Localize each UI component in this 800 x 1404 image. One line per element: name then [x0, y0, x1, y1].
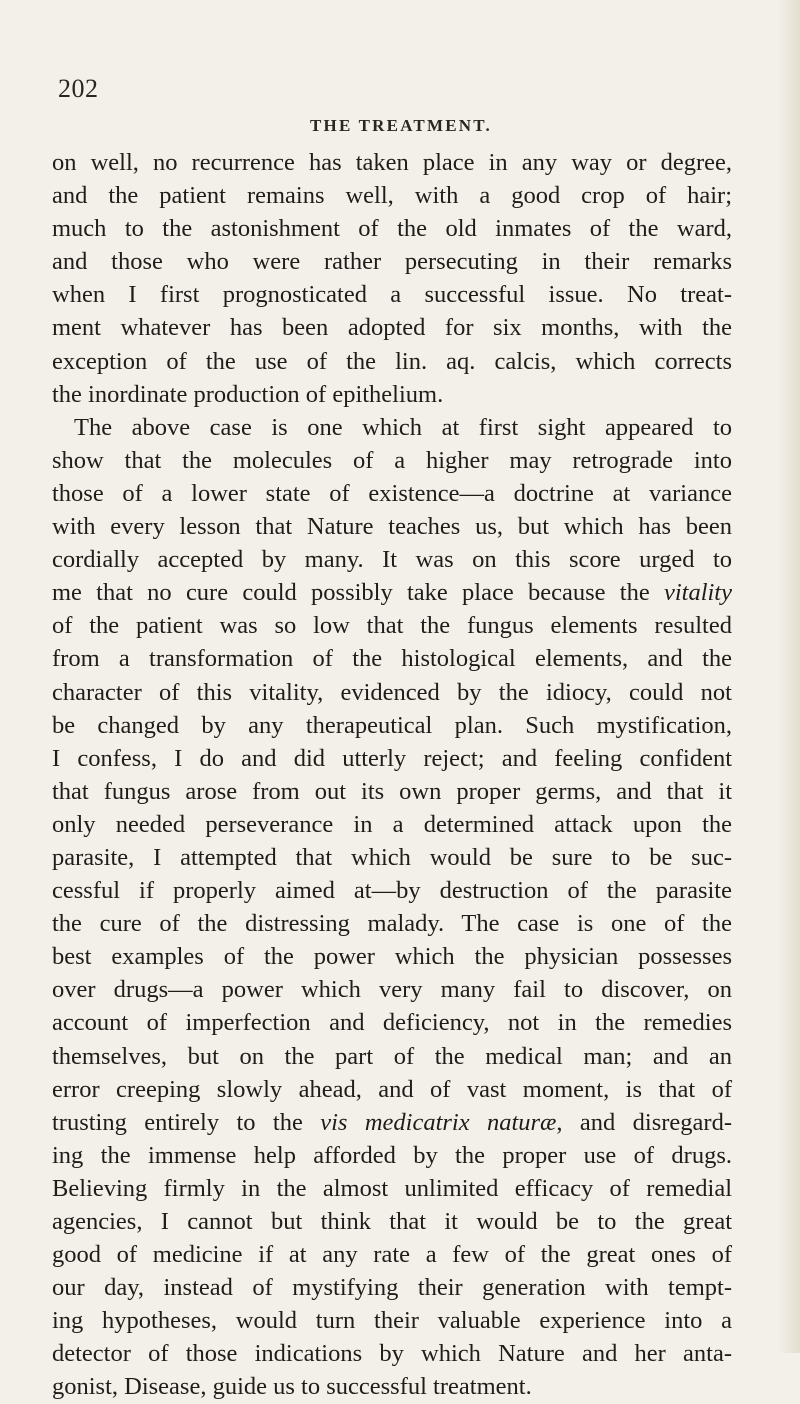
- text-line: themselves, but on the part of the medical man; and an: [52, 1042, 732, 1070]
- text-line: show that the molecules of a higher may retrograde into: [52, 446, 732, 474]
- italic-phrase: vis medicatrix naturæ: [320, 1108, 557, 1136]
- text-line: when I first prognosticated a successful issue. No treat-: [52, 281, 732, 309]
- text-line: the inordinate production of epithelium.: [52, 380, 444, 408]
- text-line: only needed perseverance in a determined attack upon the: [52, 810, 732, 838]
- text-line: ment whatever has been adopted for six months, with the: [52, 314, 732, 342]
- text-line: on well, no recurrence has taken place in any way or degree,: [52, 149, 732, 176]
- text-line: ing the immense help afforded by the proper use of drugs.: [52, 1141, 732, 1169]
- text-line: of the patient was so low that the fungus elements resulted: [52, 612, 732, 640]
- text-line: those of a lower state of existence—a doctrine at variance: [52, 479, 732, 507]
- text-line: gonist, Disease, guide us to successful treatment.: [52, 1373, 532, 1401]
- text-line: The above case is one which at first sight appeared to: [74, 413, 732, 441]
- text-line: the cure of the distressing malady. The case is one of the: [52, 910, 732, 938]
- text-line: best examples of the power which the physician possesses: [52, 943, 732, 971]
- text-line: good of medicine if at any rate a few of the great ones of: [52, 1241, 732, 1269]
- text-line: character of this vitality, evidenced by the idiocy, could not: [52, 678, 732, 706]
- page-number: 202: [58, 74, 99, 103]
- running-head: THE TREATMENT.: [310, 116, 492, 135]
- text-line: and those who were rather persecuting in their remarks: [52, 248, 732, 276]
- text-line: and the patient remains well, with a good crop of hair;: [52, 182, 732, 210]
- text-line: [52, 1106, 732, 1139]
- text-line: ing hypotheses, would turn their valuable experience into a: [52, 1307, 732, 1335]
- text-segment: me that no cure could possibly take place because the: [52, 579, 664, 607]
- text-segment: trusting entirely to the: [52, 1108, 321, 1136]
- text-line: Believing firmly in the almost unlimited efficacy of remedial: [52, 1174, 732, 1202]
- text-line: cessful if properly aimed at—by destruction of the parasite: [52, 877, 732, 905]
- body-text: [52, 146, 732, 1404]
- text-line: be changed by any therapeutical plan. Such mystification,: [52, 711, 732, 739]
- text-line: [52, 576, 732, 609]
- italic-phrase: vitality: [663, 579, 732, 607]
- text-line: that fungus arose from out its own proper germs, and that it: [52, 777, 732, 805]
- text-line: our day, instead of mystifying their generation with tempt-: [52, 1274, 732, 1302]
- text-line: with every lesson that Nature teaches us, but which has been: [52, 513, 732, 541]
- text-line: from a transformation of the histological elements, and the: [52, 645, 732, 673]
- text-line: account of imperfection and deficiency, not in the remedies: [52, 1009, 732, 1037]
- text-line: cordially accepted by many. It was on this score urged to: [52, 546, 732, 574]
- text-line: exception of the use of the lin. aq. calcis, which corrects: [52, 347, 732, 375]
- text-line: parasite, I attempted that which would be sure to be suc-: [52, 843, 732, 871]
- text-line: error creeping slowly ahead, and of vast moment, is that of: [52, 1075, 732, 1103]
- text-line: detector of those indications by which Nature and her anta-: [52, 1340, 732, 1368]
- text-line: much to the astonishment of the old inmates of the ward,: [52, 215, 732, 243]
- text-segment: , and disregard-: [556, 1108, 732, 1136]
- text-line: over drugs—a power which very many fail to discover, on: [52, 976, 732, 1004]
- text-line: I confess, I do and did utterly reject; and feeling confident: [52, 744, 732, 772]
- page-edge-shadow: [778, 0, 800, 1353]
- text-line: agencies, I cannot but think that it would be to the great: [52, 1208, 732, 1235]
